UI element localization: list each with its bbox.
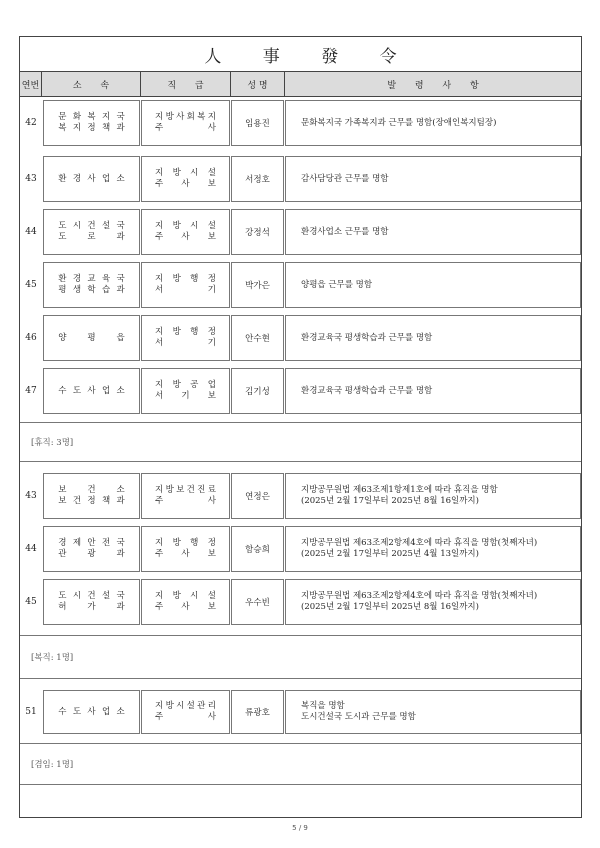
row-name: 우수빈 [231, 579, 284, 625]
order-detail-line: 환경교육국 평생학습과 근무를 명함 [301, 332, 433, 343]
row-number: 45 [25, 597, 37, 607]
reinstatement-section [20, 631, 581, 683]
row-order-details [285, 690, 581, 734]
row-order-details [285, 315, 581, 361]
department-line: 평 생 학 습 과 [58, 285, 125, 295]
row-rank [141, 690, 230, 734]
row-department [43, 156, 140, 202]
order-detail-line: 감사담당관 근무를 명함 [301, 173, 389, 184]
row-order-details [285, 526, 581, 572]
page-title: 人 事 發 令 [204, 46, 415, 67]
rank-line: 지 방 시 설 [155, 221, 216, 231]
row-name: 연정은 [231, 473, 284, 519]
rank-line: 지 방 보 건 진 료 [155, 485, 216, 495]
rank-line: 주 사 보 [155, 602, 216, 612]
department-line: 도 로 과 [58, 232, 125, 242]
row-number: 44 [25, 227, 37, 237]
row-rank [141, 156, 230, 202]
row-order-details [285, 156, 581, 202]
row-name: 안수현 [231, 315, 284, 361]
section-label: [겸임: 1명] [31, 760, 74, 770]
header-note: 발 령 사 항 [387, 80, 487, 91]
order-detail-line: (2025년 2월 17일부터 2025년 8월 16일까지) [301, 496, 479, 506]
row-department [43, 526, 140, 572]
row-department [43, 315, 140, 361]
order-detail-line: (2025년 2월 17일부터 2025년 4월 13일까지) [301, 549, 479, 559]
rank-line: 지 방 사 회 복 지 [155, 112, 216, 122]
header-name: 성 명 [231, 72, 285, 96]
row-order-details [285, 473, 581, 519]
row-department [43, 473, 140, 519]
page-number: 5 / 9 [292, 824, 308, 832]
rank-line: 주 사 [155, 712, 216, 722]
rank-line: 지 방 행 정 [155, 538, 216, 548]
department-line: 환 경 교 육 국 [58, 274, 125, 284]
order-detail-line: (2025년 2월 17일부터 2025년 8월 16일까지) [301, 602, 479, 612]
department-line: 경 제 안 전 국 [58, 538, 125, 548]
order-detail-line: 양평읍 근무를 명함 [301, 279, 373, 290]
row-rank [141, 315, 230, 361]
order-detail-line: 지방공무원법 제63조제2항제4호에 따라 휴직을 명함(첫째자녀) [301, 591, 538, 601]
header-dept: 소 속 [42, 72, 141, 96]
department-line: 문 화 복 지 국 [58, 112, 125, 122]
row-name: 임용진 [231, 100, 284, 146]
row-name: 김기성 [231, 368, 284, 414]
rank-line: 지 방 행 정 [155, 327, 216, 337]
table-row [20, 574, 581, 630]
department-line: 허 가 과 [58, 602, 125, 612]
department-line: 보 건 정 책 과 [58, 496, 125, 506]
row-order-details [285, 209, 581, 255]
row-rank [141, 262, 230, 308]
order-detail-line: 지방공무원법 제63조제1항제1호에 따라 휴직을 명함 [301, 485, 498, 495]
rank-line: 지 방 시 설 [155, 591, 216, 601]
rank-line: 서 기 보 [155, 391, 216, 401]
row-name: 서정호 [231, 156, 284, 202]
table-row [20, 204, 581, 260]
rank-line: 서 기 [155, 285, 216, 295]
header-no: 연번 [20, 72, 42, 96]
row-rank [141, 368, 230, 414]
rank-line: 주 사 보 [155, 232, 216, 242]
department-line: 양 평 읍 [58, 332, 125, 343]
order-detail-line: 도시건설국 도시과 근무를 명함 [301, 712, 416, 722]
order-detail-line: 환경교육국 평생학습과 근무를 명함 [301, 385, 433, 396]
table-row [20, 685, 581, 739]
department-line: 수 도 사 업 소 [58, 706, 125, 717]
row-rank [141, 209, 230, 255]
row-rank [141, 526, 230, 572]
row-name: 강정석 [231, 209, 284, 255]
table-row [20, 468, 581, 524]
section-label: [휴직: 3명] [31, 438, 74, 448]
row-number: 42 [25, 118, 37, 128]
concurrent-post-section [20, 739, 581, 789]
table-header [20, 71, 581, 97]
table-row [20, 257, 581, 313]
department-line: 환 경 사 업 소 [58, 173, 125, 184]
section-label: [복직: 1명] [31, 653, 74, 663]
row-order-details [285, 100, 581, 146]
header-rank: 직 급 [141, 72, 231, 96]
rank-line: 지 방 공 업 [155, 380, 216, 390]
rank-line: 주 사 [155, 496, 216, 506]
section-box [20, 422, 581, 462]
row-order-details [285, 262, 581, 308]
rank-line: 지 방 시 설 관 리 [155, 701, 216, 711]
row-rank [141, 579, 230, 625]
row-number: 43 [25, 491, 37, 501]
table-row [20, 521, 581, 577]
rank-line: 주 사 보 [155, 549, 216, 559]
table-row [20, 310, 581, 366]
leave-section [20, 418, 581, 466]
rank-line: 지 방 행 정 [155, 274, 216, 284]
personnel-order-table [19, 36, 582, 818]
row-order-details [285, 579, 581, 625]
order-detail-line: 문화복지국 가족복지과 근무를 명함(장애인복지팀장) [301, 117, 497, 128]
row-department [43, 209, 140, 255]
row-number: 51 [25, 707, 37, 717]
row-number: 46 [25, 333, 37, 343]
row-name: 함승희 [231, 526, 284, 572]
rank-line: 주 사 보 [155, 179, 216, 189]
row-department [43, 579, 140, 625]
rank-line: 서 기 [155, 338, 216, 348]
order-detail-line: 환경사업소 근무를 명함 [301, 226, 389, 237]
row-number: 45 [25, 280, 37, 290]
row-department [43, 368, 140, 414]
department-line: 관 광 과 [58, 549, 125, 559]
department-line: 보 건 소 [58, 485, 125, 495]
row-name: 박가은 [231, 262, 284, 308]
row-department [43, 690, 140, 734]
order-detail-line: 복직을 명함 [301, 701, 345, 711]
department-line: 수 도 사 업 소 [58, 385, 125, 396]
table-row [20, 95, 581, 151]
row-number: 43 [25, 174, 37, 184]
row-order-details [285, 368, 581, 414]
section-box [20, 743, 581, 785]
rank-line: 지 방 시 설 [155, 168, 216, 178]
order-detail-line: 지방공무원법 제63조제2항제4호에 따라 휴직을 명함(첫째자녀) [301, 538, 538, 548]
table-row [20, 151, 581, 207]
row-name: 류광호 [231, 690, 284, 734]
row-rank [141, 473, 230, 519]
row-rank [141, 100, 230, 146]
section-box [20, 635, 581, 679]
rank-line: 주 사 [155, 123, 216, 133]
department-line: 도 시 건 설 국 [58, 591, 125, 601]
row-number: 44 [25, 544, 37, 554]
department-line: 도 시 건 설 국 [58, 221, 125, 231]
table-row [20, 363, 581, 419]
row-department [43, 100, 140, 146]
department-line: 복 지 정 책 과 [58, 123, 125, 133]
row-number: 47 [25, 386, 37, 396]
row-department [43, 262, 140, 308]
